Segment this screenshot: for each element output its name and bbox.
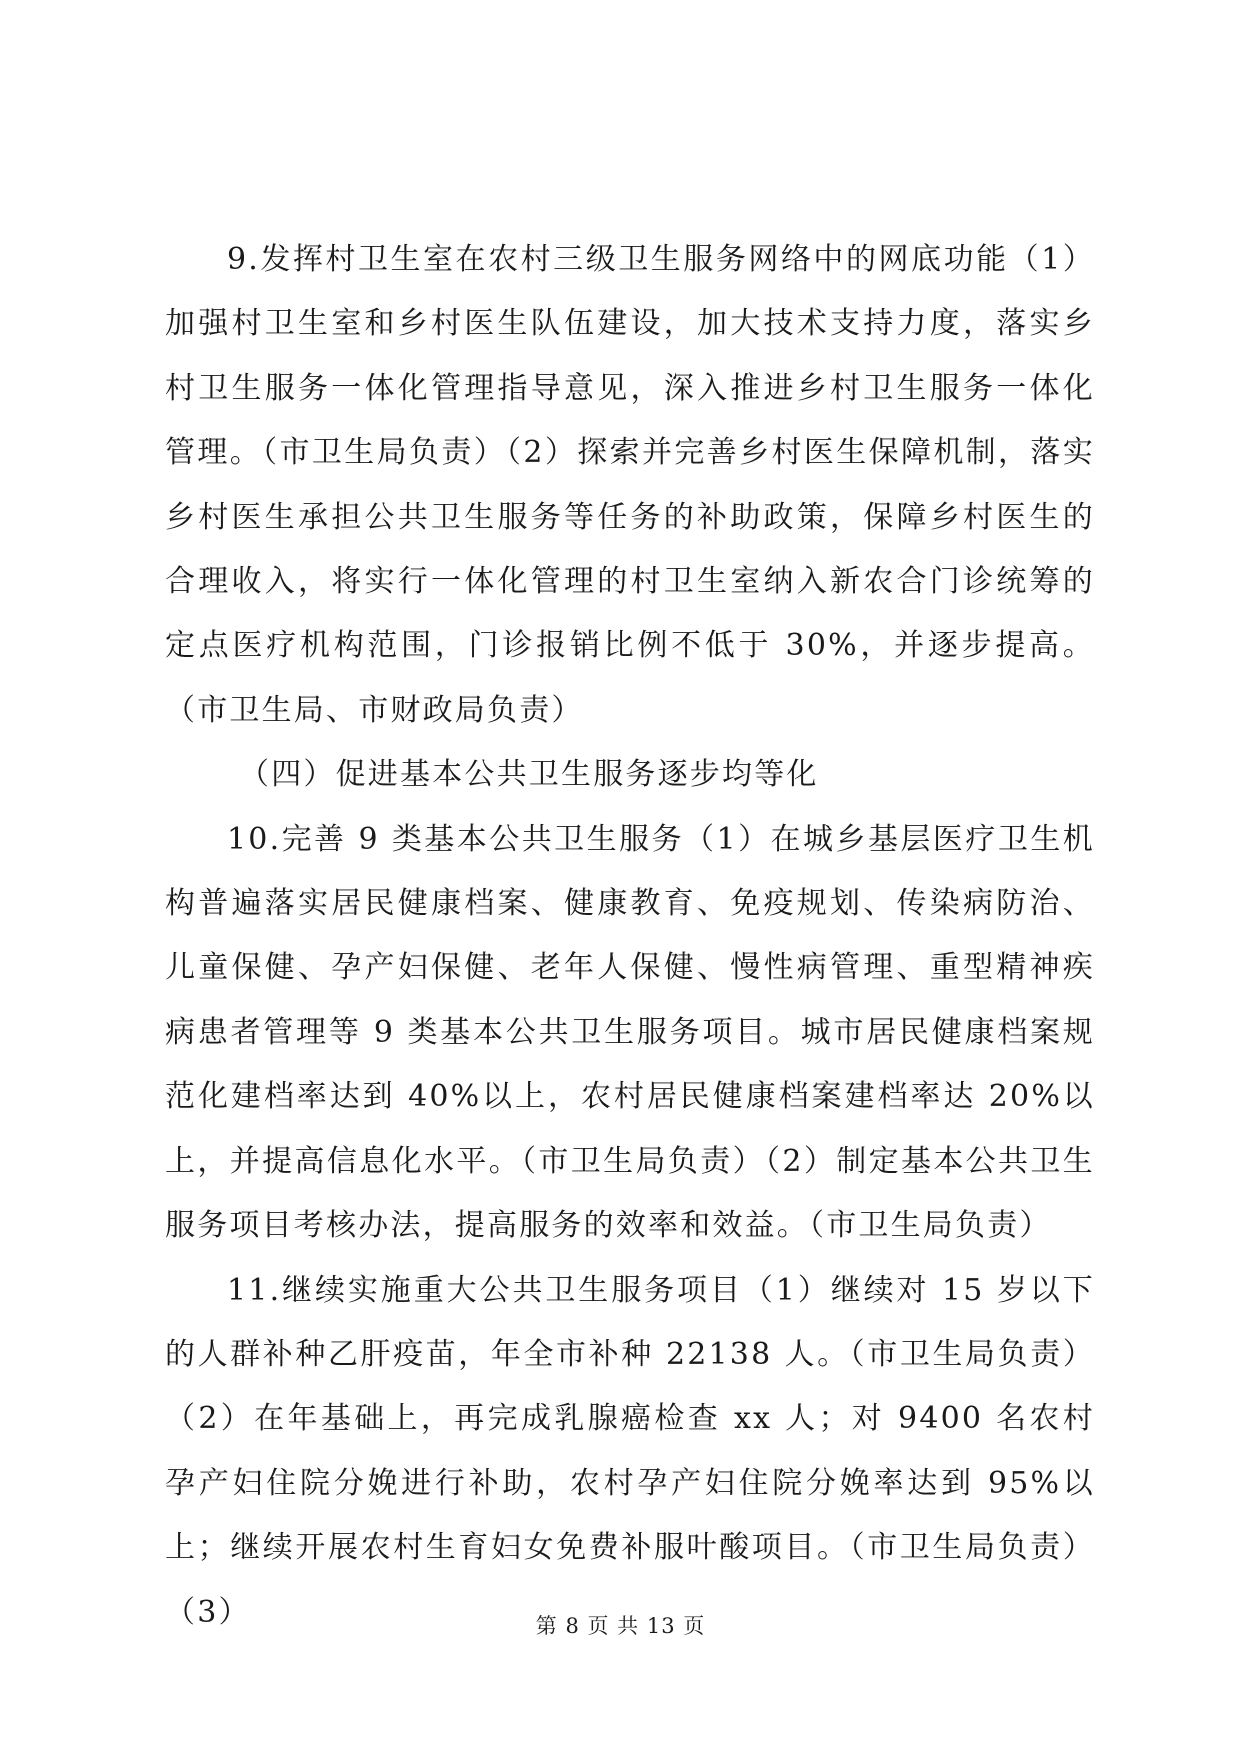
section-heading-4: （四）促进基本公共卫生服务逐步均等化 [239, 757, 819, 793]
paragraph-item-9: 9.发挥村卫生室在农村三级卫生服务网络中的网底功能（1）加强村卫生室和乡村医生队伍建设，加大技术支持力度，落实乡村卫生服务一体化管理指导意见，深入推进乡村卫生服务一体化管理。（市卫生局负责）（2）探索并完善乡村医生保障机制，落实乡村医生承担公共卫生服务等任务的补助政策，保障乡村医生的合理收入，将实行一体化管理的村卫生室纳入新农合门诊统筹的定点医疗机构范围，门诊报销比例不低于 30%，并逐步提高。（市卫生局、市财政局负责） [165, 242, 1095, 728]
paragraph-item-11: 11.继续实施重大公共卫生服务项目（1）继续对 15 岁以下的人群补种乙肝疫苗，年全市补种 22138 人。（市卫生局负责）（2）在年基础上，再完成乳腺癌检查 xx 人；对 9400 名农村孕产妇住院分娩进行补助，农村孕产妇住院分娩率达到 95%以上；继续开展农村生育妇女免费补服叶酸项目。（市卫生局负责）（3） [165, 1272, 1095, 1630]
page-number-footer: 第 8 页 共 13 页 [535, 1614, 706, 1638]
paragraph-item-10: 10.完善 9 类基本公共卫生服务（1）在城乡基层医疗卫生机构普遍落实居民健康档案、健康教育、免疫规划、传染病防治、儿童保健、孕产妇保健、老年人保健、慢性病管理、重型精神疾病患者管理等 9 类基本公共卫生服务项目。城市居民健康档案规范化建档率达到 40%以上，农村居民健康档案建档率达 20%以上，并提高信息化水平。（市卫生局负责）（2）制定基本公共卫生服务项目考核办法，提高服务的效率和效益。（市卫生局负责） [165, 821, 1095, 1244]
document-body [165, 228, 1095, 1645]
